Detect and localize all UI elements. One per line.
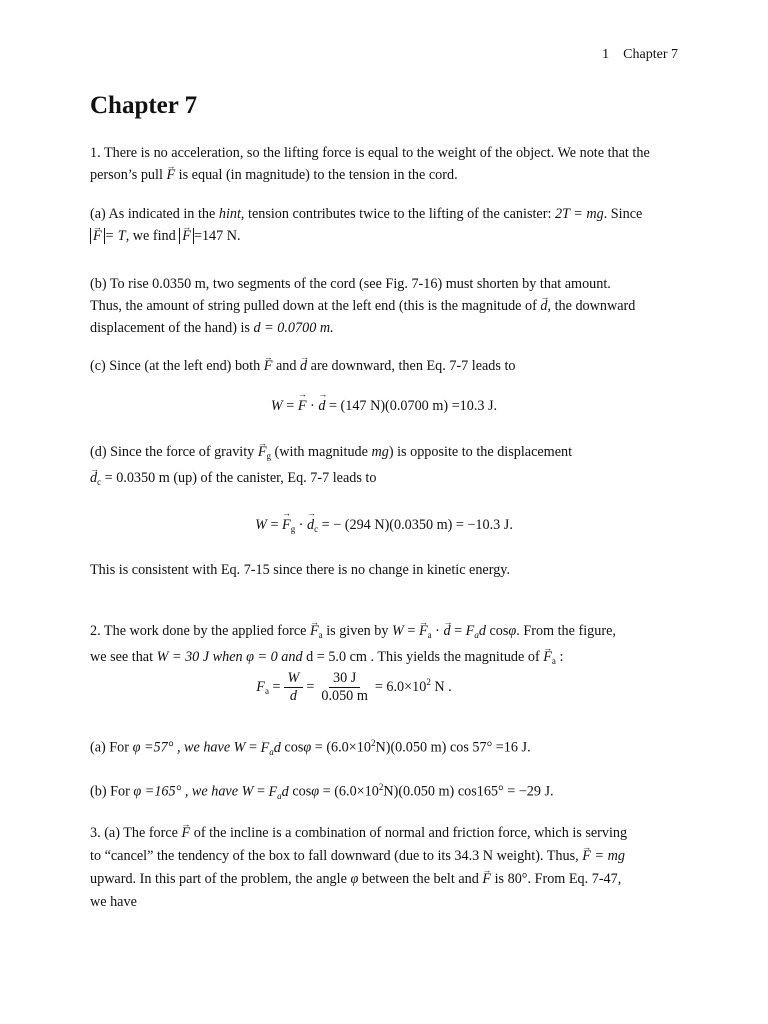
page-header [602, 47, 678, 63]
problem-3: 3. (a) The force → F of the incline is a combination of normal and friction force, which is serving to “cancel” the tendency of the box to fall downward (due to its 34.3 N weight). Thus, → F = mg upward. In this part of the problem, the angle φ between the belt and → F is 80°. From Eq. 7-47, we have [90, 822, 680, 914]
page-number: 1 [602, 47, 610, 62]
equation-1d: W = → $F_g$ · → $d_c$ = − (294 N)(0.0350 m) = −10.3 J. [0, 517, 768, 534]
vector-F: → F [166, 164, 175, 186]
problem-1-conclusion: This is consistent with Eq. 7-15 since there is no change in kinetic energy. [90, 562, 511, 578]
problem-1c: (c) Since (at the left end) both → F and → d are downward, then Eq. 7-7 leads to [90, 355, 680, 377]
problem-2b: (b) For φ =165° , we have $W = F_ad$ $\cos\varphi = (6.0\times 10^2N)(0.050$ m) cos165° = −29 J. [90, 782, 554, 801]
problem-1b: (b) To rise 0.0350 m, two segments of the cord (see Fig. 7-16) must shorten by that amount. Thus, the amount of string pulled down at the left end (this is the magnitude of → d, the downward displacement of the hand) is d = 0.0700 m. [90, 273, 680, 339]
equation-2: $F_a$ = $\frac{W}{d}$ = $\frac{30 J}{0.050 m}$ = $6.0\times 10^2$ N . [256, 670, 452, 704]
chapter-title: Chapter 7 [90, 92, 198, 119]
problem-1-intro: 1. There is no acceleration, so the lifting force is equal to the weight of the object. We note that the person’s pull → F is equal (in magnitude) to the tension in the cord. [90, 142, 680, 186]
problem-1d: (d) Since the force of gravity → $F_g$ (with magnitude mg) is opposite to the displacement → $d_c = 0.0350$ m (up) of the canister, Eq. 7-7 leads to [90, 441, 680, 493]
problem-1a: (a) As indicated in the hint, tension contributes twice to the lifting of the canister: 2T = mg. Since → F = T, we find → F =147 N. [90, 203, 680, 247]
problem-2a: (a) For φ =57° , we have $W = F_ad$ $\cos\varphi = (6.0\times 10^2N)(0.050$ m) cos 57° =16 J. [90, 738, 531, 757]
equation-1c: W = → F · → d = (147 N)(0.0700 m) =10.3 J. [0, 398, 768, 415]
problem-2: 2. The work done by the applied force → $F_a$ is given by W = → $F_a$ · → $d = F_ad$ cosφ. From the figure, we see that W = 30 J when φ = 0 and d = 5.0 cm . This yields the magnitude of → $F_a$ : [90, 620, 680, 672]
running-title: Chapter 7 [623, 47, 678, 62]
